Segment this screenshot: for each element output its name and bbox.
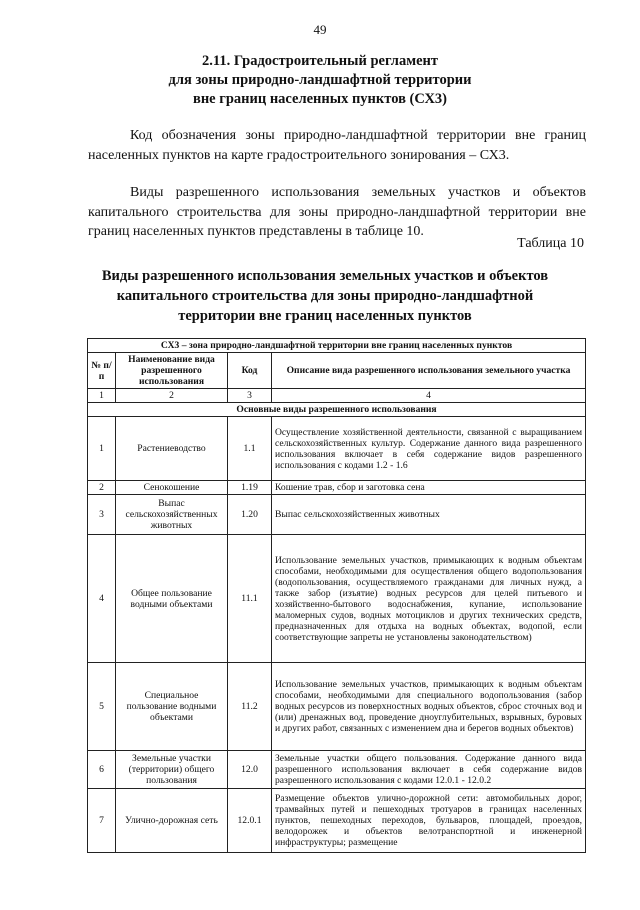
row-num: 1	[88, 417, 116, 481]
section-heading	[90, 52, 550, 109]
row-name: Улично-дорожная сеть	[116, 789, 228, 853]
row-desc: Кошение трав, сбор и заготовка сена	[272, 481, 586, 495]
table-label: Таблица 10	[517, 236, 584, 251]
row-num: 6	[88, 751, 116, 789]
row-num: 3	[88, 495, 116, 535]
col-header-code: Код	[228, 353, 272, 389]
column-number-row	[88, 389, 586, 403]
table-row	[88, 481, 586, 495]
column-header-row	[88, 353, 586, 389]
table-title-line-2: капитального строительства для зоны природно-ландшафтной	[116, 288, 534, 304]
zone-header-row	[88, 339, 586, 353]
table-row	[88, 417, 586, 481]
table-title	[80, 266, 570, 326]
row-code: 1.19	[228, 481, 272, 495]
row-code: 12.0	[228, 751, 272, 789]
table-row	[88, 789, 586, 853]
heading-line-3: вне границ населенных пунктов (СХ3)	[192, 91, 448, 107]
col-header-desc: Описание вида разрешенного использования земельного участка	[272, 353, 586, 389]
uses-intro-paragraph: Виды разрешенного использования земельных участков и объектов капитального строительства для зоны природно-ландшафтной территории вне границ населенных пунктов представлены в таблице 10.	[88, 185, 586, 239]
table-title-line-3: территории вне границ населенных пунктов	[178, 308, 472, 324]
col-number-3: 3	[228, 389, 272, 403]
row-num: 7	[88, 789, 116, 853]
row-name: Сенокошение	[116, 481, 228, 495]
section-header-cell: Основные виды разрешенного использования	[88, 403, 586, 417]
row-name: Специальное пользование водными объектами	[116, 663, 228, 751]
row-num: 2	[88, 481, 116, 495]
page-number: 49	[313, 22, 327, 37]
zone-code-paragraph: Код обозначения зоны природно-ландшафтной территории вне границ населенных пунктов на карте градостроительного зонирования – СХ3.	[88, 128, 586, 163]
row-desc: Размещение объектов улично-дорожной сети: автомобильных дорог, трамвайных путей и пешеходных тротуаров в границах населенных пунктов, пешеходных переходов, бульваров, площадей, проездов, велодорожек и объектов велотранспортной и инженерной инфраструктуры; размещение	[272, 789, 586, 853]
row-desc: Использование земельных участков, примыкающих к водным объектам способами, необходимыми для осуществления общего водопользования (водопользования, осуществляемого гражданами для личных нужд, а также забор (изъятие) водных ресурсов для целей питьевого и хозяйственно-бытового водоснабжения, купание, использование маломерных судов, водных мотоциклов и других технических средств, предназначенных для отдыха на водных объектах, водопой, если соответствующие запреты не установлены законодательством)	[272, 535, 586, 663]
row-code: 12.0.1	[228, 789, 272, 853]
section-header-row	[88, 403, 586, 417]
table-title-line-1: Виды разрешенного использования земельных участков и объектов	[101, 268, 549, 284]
row-code: 11.2	[228, 663, 272, 751]
row-desc: Осуществление хозяйственной деятельности, связанной с выращиванием сельскохозяйственных культур. Содержание данного вида разрешенного использования включает в себя содержание видов разрешенного использования с кодами 1.2 - 1.6	[272, 417, 586, 481]
heading-line-1: 2.11. Градостроительный регламент	[202, 53, 438, 69]
row-name: Выпас сельскохозяйственных животных	[116, 495, 228, 535]
col-header-name: Наименование вида разрешенного использования	[116, 353, 228, 389]
row-num: 4	[88, 535, 116, 663]
row-code: 11.1	[228, 535, 272, 663]
table-row	[88, 663, 586, 751]
col-number-2: 2	[116, 389, 228, 403]
row-desc: Использование земельных участков, примыкающих к водным объектам способами, необходимыми для специального водопользования (забор водных ресурсов из поверхностных водных объектов, сброс сточных вод и (или) дренажных вод, проведение дноуглубительных, взрывных, буровых и других работ, связанных с изменением дна и берегов водных объектов)	[272, 663, 586, 751]
row-code: 1.1	[228, 417, 272, 481]
row-name: Земельные участки (территории) общего пользования	[116, 751, 228, 789]
table-row	[88, 495, 586, 535]
col-number-4: 4	[272, 389, 586, 403]
row-code: 1.20	[228, 495, 272, 535]
row-desc: Земельные участки общего пользования. Содержание данного вида разрешенного использования включает в себя содержание видов разрешенного использования с кодами 12.0.1 - 12.0.2	[272, 751, 586, 789]
table-row	[88, 535, 586, 663]
col-number-1: 1	[88, 389, 116, 403]
heading-line-2: для зоны природно-ландшафтной территории	[168, 72, 472, 88]
permitted-uses-table	[87, 338, 586, 853]
row-num: 5	[88, 663, 116, 751]
row-name: Общее пользование водными объектами	[116, 535, 228, 663]
col-header-num: № п/п	[88, 353, 116, 389]
zone-header-cell: СХ3 – зона природно-ландшафтной территории вне границ населенных пунктов	[88, 339, 586, 353]
row-desc: Выпас сельскохозяйственных животных	[272, 495, 586, 535]
table-row	[88, 751, 586, 789]
row-name: Растениеводство	[116, 417, 228, 481]
